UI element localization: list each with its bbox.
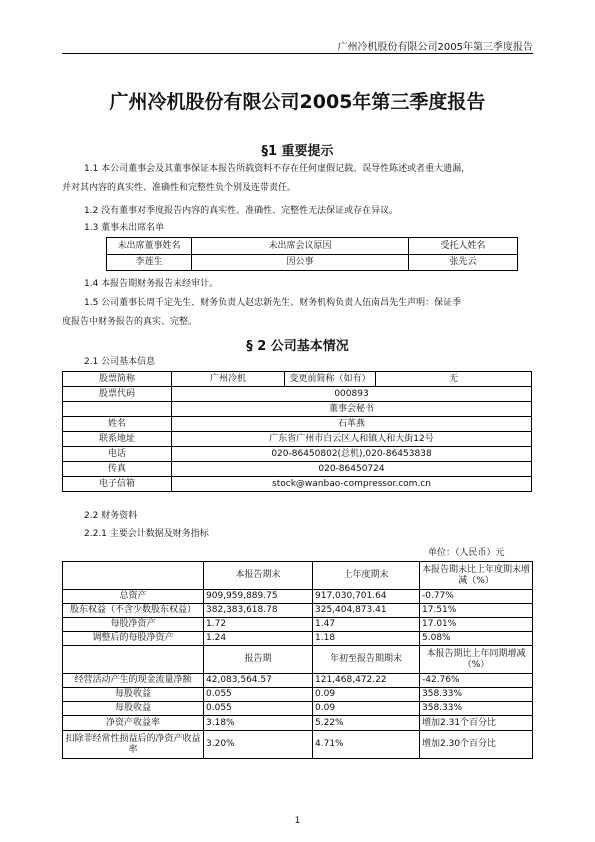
page-number: 1 [294, 816, 301, 826]
info-email: stock@wanbao-compressor.com.cn [172, 477, 532, 492]
currency-unit: 单位：（人民币）元 [428, 548, 505, 558]
info-code-label: 股票代码 [63, 387, 172, 402]
para-1-1-cont: 并对其内容的真实性、准确性和完整性负个别及连带责任。 [62, 183, 297, 193]
fin-cell: 1.72 [204, 618, 313, 632]
fin-cell: 3.18% [204, 716, 313, 731]
info-prev-abbr: 无 [376, 372, 532, 387]
absent-header-proxy: 受托人姓名 [409, 238, 518, 255]
fin-cell: 121,468,472.22 [313, 674, 420, 688]
info-name-label: 姓名 [63, 417, 172, 432]
fin-cell: 增加2.31个百分比 [420, 716, 533, 731]
info-prev-abbr-label: 变更前简称（如有） [285, 372, 376, 387]
fin-cell: 358.33% [420, 688, 533, 702]
absent-directors-table [106, 237, 518, 271]
fin-cell: 42,083,564.57 [204, 674, 313, 688]
absent-cell-reason: 因公事 [192, 255, 409, 271]
financial-table [62, 561, 533, 759]
header-rule [62, 53, 533, 54]
fin-row-label: 经营活动产生的现金流量净额 [63, 674, 204, 688]
fin-cell: -42.76% [420, 674, 533, 688]
fin-cell: 1.24 [204, 632, 313, 646]
info-phone-label: 电话 [63, 447, 172, 462]
fin-row-label: 净资产收益率 [63, 716, 204, 731]
para-1-1: 1.1 本公司董事会及其董事保证本报告所载资料不存在任何虚假记载、误导性陈述或者重大遗漏， [84, 164, 471, 174]
para-2-2-1: 2.2.1 主要会计数据及财务指标 [84, 529, 209, 539]
fin-cell: 0.055 [204, 702, 313, 716]
fin-cell: 17.51% [420, 604, 533, 618]
fin-cell: 0.09 [313, 702, 420, 716]
para-1-2: 1.2 没有董事对季度报告内容的真实性、准确性、完整性无法保证或存在异议。 [84, 206, 399, 216]
fin-cell: 17.01% [420, 618, 533, 632]
fin-cell: 增加2.30个百分比 [420, 731, 533, 759]
para-1-5: 1.5 公司董事长周千定先生、财务负责人赵忠新先生、财务机构负责人伍南昌先生声明：保证季 [84, 298, 462, 308]
fin-cell: 917,030,701.64 [313, 590, 420, 604]
fin-cell: 0.055 [204, 688, 313, 702]
info-secretary-label: 董事会秘书 [172, 402, 532, 417]
fin-header-ytd: 年初至报告期期末 [313, 646, 420, 674]
document-title: 广州冷机股份有限公司2005年第三季度报告 [109, 91, 486, 113]
fin-cell: 325,404,873.41 [313, 604, 420, 618]
fin-cell: 1.18 [313, 632, 420, 646]
fin-cell: 5.22% [313, 716, 420, 731]
absent-header-reason: 未出席会议原因 [192, 238, 409, 255]
fin-cell: 382,383,618.78 [204, 604, 313, 618]
fin-row-label: 每股净资产 [63, 618, 204, 632]
section-2-title: § 2 公司基本情况 [246, 339, 349, 354]
fin-row-label: 每股收益 [63, 688, 204, 702]
para-1-3: 1.3 董事未出席名单 [84, 223, 165, 233]
section-1-title: §1 重要提示 [261, 144, 334, 159]
info-name: 石革燕 [172, 417, 532, 432]
fin-cell: 5.08% [420, 632, 533, 646]
fin-cell: 0.09 [313, 688, 420, 702]
fin-row-label: 扣除非经常性损益后的净资产收益率 [63, 731, 204, 759]
fin-row-label: 总资产 [63, 590, 204, 604]
info-fax: 020-86450724 [172, 462, 532, 477]
fin-header-period-end: 本报告期末 [204, 562, 313, 590]
fin-row-label: 股东权益（不含少数股东权益） [63, 604, 204, 618]
fin-header-period: 报告期 [204, 646, 313, 674]
info-code: 000893 [172, 387, 532, 402]
para-1-4: 1.4 本报告期财务报告未经审计。 [84, 279, 219, 289]
fin-header-change: 本报告期末比上年度期末增减（%） [420, 562, 533, 590]
fin-cell: 909,959,889.75 [204, 590, 313, 604]
fin-cell: 3.20% [204, 731, 313, 759]
info-phone: 020-86450802(总机),020-86453838 [172, 447, 532, 462]
info-fax-label: 传真 [63, 462, 172, 477]
fin-cell: 4.71% [313, 731, 420, 759]
fin-cell: -0.77% [420, 590, 533, 604]
fin-header-prev-year-end: 上年度期末 [313, 562, 420, 590]
para-2-1: 2.1 公司基本信息 [84, 357, 156, 367]
para-1-5-cont: 度报告中财务报告的真实、完整。 [62, 317, 198, 327]
info-email-label: 电子信箱 [63, 477, 172, 492]
info-stock-abbr-label: 股票简称 [63, 372, 172, 387]
info-address: 广东省广州市白云区人和镇人和大街12号 [172, 432, 532, 447]
info-address-label: 联系地址 [63, 432, 172, 447]
fin-row-label: 调整后的每股净资产 [63, 632, 204, 646]
company-info-table [62, 371, 532, 492]
absent-cell-name: 李莲生 [107, 255, 192, 271]
info-stock-abbr: 广州冷机 [172, 372, 285, 387]
fin-header-yoy: 本报告期比上年同期增减（%） [420, 646, 533, 674]
running-header: 广州冷机股份有限公司2005年第三季度报告 [337, 42, 533, 53]
fin-cell: 358.33% [420, 702, 533, 716]
para-2-2: 2.2 财务资料 [84, 511, 138, 521]
absent-cell-proxy: 张先云 [409, 255, 518, 271]
fin-cell: 1.47 [313, 618, 420, 632]
fin-row-label: 每股收益 [63, 702, 204, 716]
absent-header-name: 未出席董事姓名 [107, 238, 192, 255]
